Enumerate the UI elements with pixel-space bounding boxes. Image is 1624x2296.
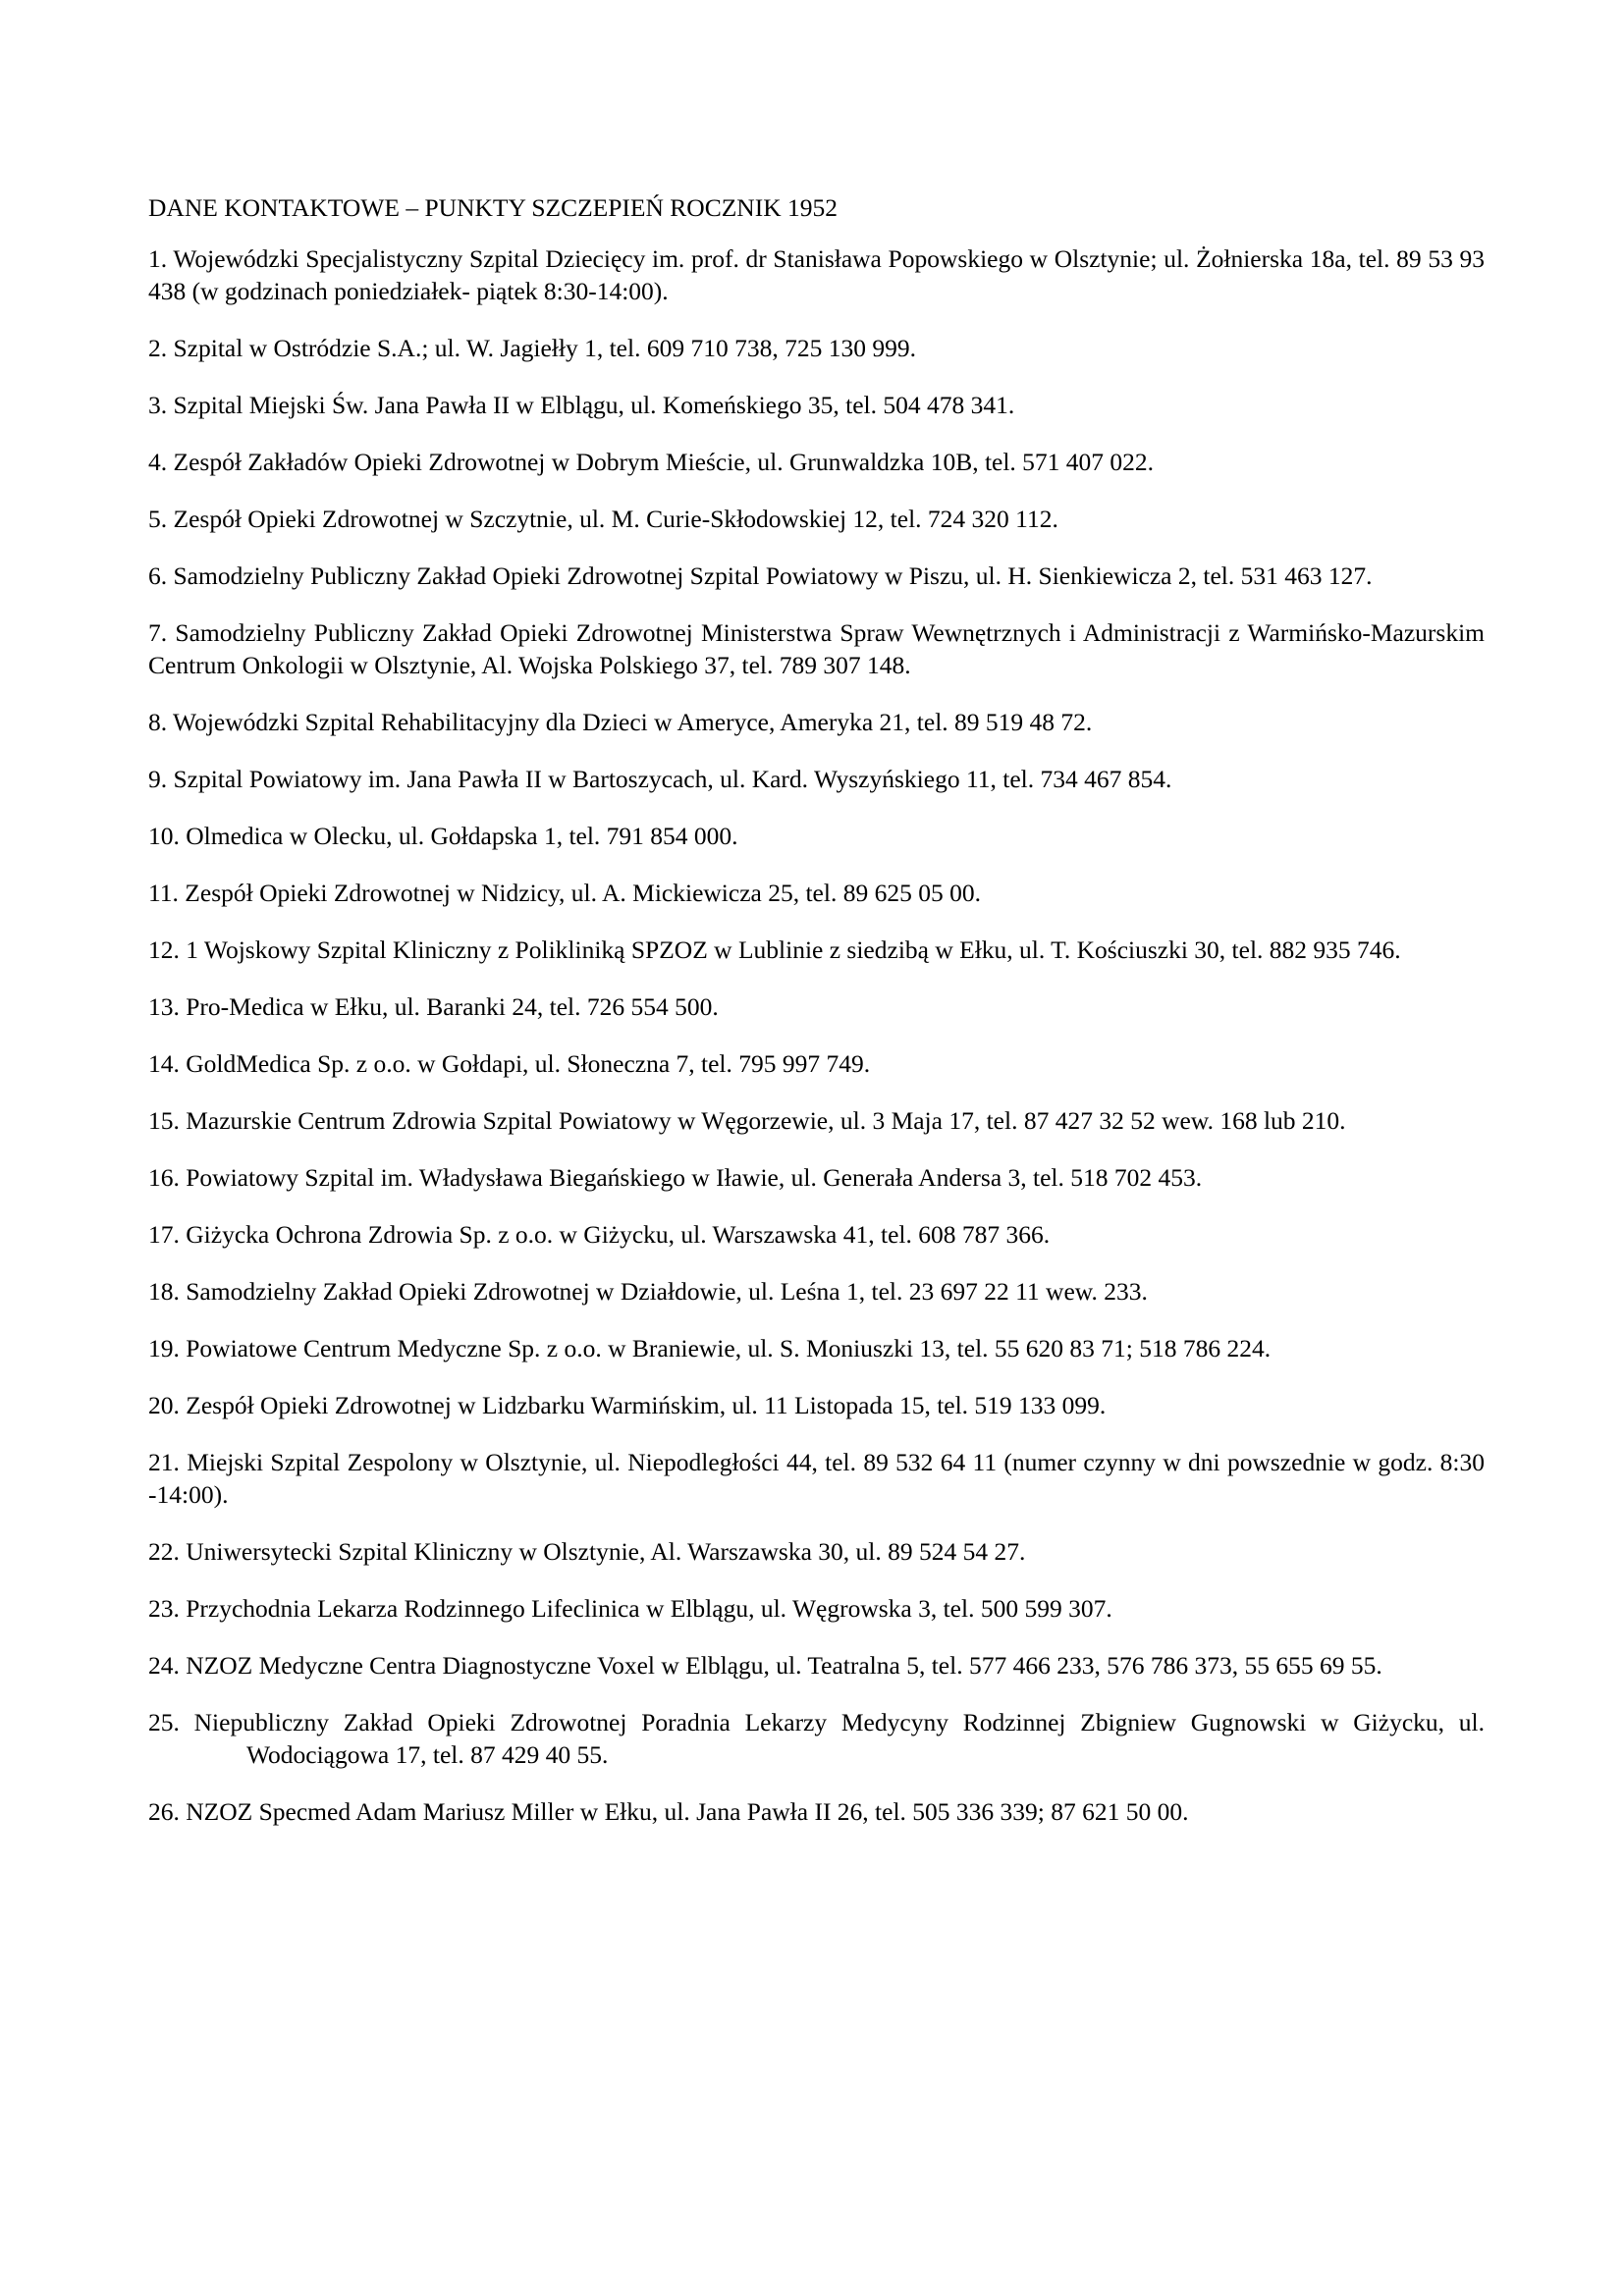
list-item: 21. Miejski Szpital Zespolony w Olsztynie, ul. Niepodległości 44, tel. 89 532 64 11 (numer czynny w dni powszednie w godz. 8:30 -14:00).: [148, 1448, 1485, 1509]
list-item: 15. Mazurskie Centrum Zdrowia Szpital Powiatowy w Węgorzewie, ul. 3 Maja 17, tel. 87 427 32 52 wew. 168 lub 210.: [148, 1106, 1346, 1135]
list-item: 16. Powiatowy Szpital im. Władysława Biegańskiego w Iławie, ul. Generała Andersa 3, tel. 518 702 453.: [148, 1163, 1203, 1192]
list-item: 26. NZOZ Specmed Adam Mariusz Miller w Ełku, ul. Jana Pawła II 26, tel. 505 336 339; 87 621 50 00.: [148, 1797, 1189, 1826]
document-body: [148, 191, 1485, 1852]
list-item: 14. GoldMedica Sp. z o.o. w Gołdapi, ul. Słoneczna 7, tel. 795 997 749.: [148, 1049, 871, 1078]
list-item: 7. Samodzielny Publiczny Zakład Opieki Zdrowotnej Ministerstwa Spraw Wewnętrznych i Administracji z Warmińsko-Mazurskim Centrum Onkologii w Olsztynie, Al. Wojska Polskiego 37, tel. 789 307 148.: [148, 618, 1485, 679]
list-item: 24. NZOZ Medyczne Centra Diagnostyczne Voxel w Elblągu, ul. Teatralna 5, tel. 577 466 233, 576 786 373, 55 655 69 55.: [148, 1651, 1382, 1680]
list-item: 19. Powiatowe Centrum Medyczne Sp. z o.o. w Braniewie, ul. S. Moniuszki 13, tel. 55 620 83 71; 518 786 224.: [148, 1334, 1272, 1362]
list-item: 22. Uniwersytecki Szpital Kliniczny w Olsztynie, Al. Warszawska 30, ul. 89 524 54 27.: [148, 1537, 1026, 1566]
list-item: 12. 1 Wojskowy Szpital Kliniczny z Polikliniką SPZOZ w Lublinie z siedzibą w Ełku, ul. T. Kościuszki 30, tel. 882 935 746.: [148, 935, 1401, 964]
list-item: 9. Szpital Powiatowy im. Jana Pawła II w Bartoszycach, ul. Kard. Wyszyńskiego 11, tel. 734 467 854.: [148, 765, 1172, 793]
list-item: 3. Szpital Miejski Św. Jana Pawła II w Elblągu, ul. Komeńskiego 35, tel. 504 478 341.: [148, 391, 1015, 419]
list-item: 6. Samodzielny Publiczny Zakład Opieki Zdrowotnej Szpital Powiatowy w Piszu, ul. H. Sienkiewicza 2, tel. 531 463 127.: [148, 561, 1373, 590]
list-item: 20. Zespół Opieki Zdrowotnej w Lidzbarku Warmińskim, ul. 11 Listopada 15, tel. 519 133 099.: [148, 1391, 1107, 1419]
list-item: 8. Wojewódzki Szpital Rehabilitacyjny dla Dzieci w Ameryce, Ameryka 21, tel. 89 519 48 72.: [148, 708, 1093, 736]
list-item: 5. Zespół Opieki Zdrowotnej w Szczytnie, ul. M. Curie-Skłodowskiej 12, tel. 724 320 112.: [148, 505, 1058, 533]
list-item: 18. Samodzielny Zakład Opieki Zdrowotnej w Działdowie, ul. Leśna 1, tel. 23 697 22 11 wew. 233.: [148, 1277, 1148, 1306]
list-item: 23. Przychodnia Lekarza Rodzinnego Lifeclinica w Elblągu, ul. Węgrowska 3, tel. 500 599 307.: [148, 1594, 1112, 1623]
list-item: 11. Zespół Opieki Zdrowotnej w Nidzicy, ul. A. Mickiewicza 25, tel. 89 625 05 00.: [148, 879, 981, 907]
list-item: 17. Giżycka Ochrona Zdrowia Sp. z o.o. w Giżycku, ul. Warszawska 41, tel. 608 787 366.: [148, 1220, 1051, 1249]
vaccination-points-list: [148, 242, 1485, 1828]
list-item: 25. Niepubliczny Zakład Opieki Zdrowotnej Poradnia Lekarzy Medycyny Rodzinnej Zbigniew Gugnowski w Giżycku, ul. Wodociągowa 17, tel. 87 429 40 55.: [148, 1708, 1485, 1769]
list-item: 1. Wojewódzki Specjalistyczny Szpital Dziecięcy im. prof. dr Stanisława Popowskiego w Olsztynie; ul. Żołnierska 18a, tel. 89 53 93 438 (w godzinach poniedziałek- piątek 8:30-14:00).: [148, 244, 1485, 305]
document-title: DANE KONTAKTOWE – PUNKTY SZCZEPIEŃ ROCZNIK 1952: [148, 193, 838, 222]
list-item: 2. Szpital w Ostródzie S.A.; ul. W. Jagiełły 1, tel. 609 710 738, 725 130 999.: [148, 334, 916, 362]
list-item: 10. Olmedica w Olecku, ul. Gołdapska 1, tel. 791 854 000.: [148, 822, 738, 850]
list-item: 13. Pro-Medica w Ełku, ul. Baranki 24, tel. 726 554 500.: [148, 992, 719, 1021]
list-item: 4. Zespół Zakładów Opieki Zdrowotnej w Dobrym Mieście, ul. Grunwaldzka 10B, tel. 571 407 022.: [148, 448, 1155, 476]
